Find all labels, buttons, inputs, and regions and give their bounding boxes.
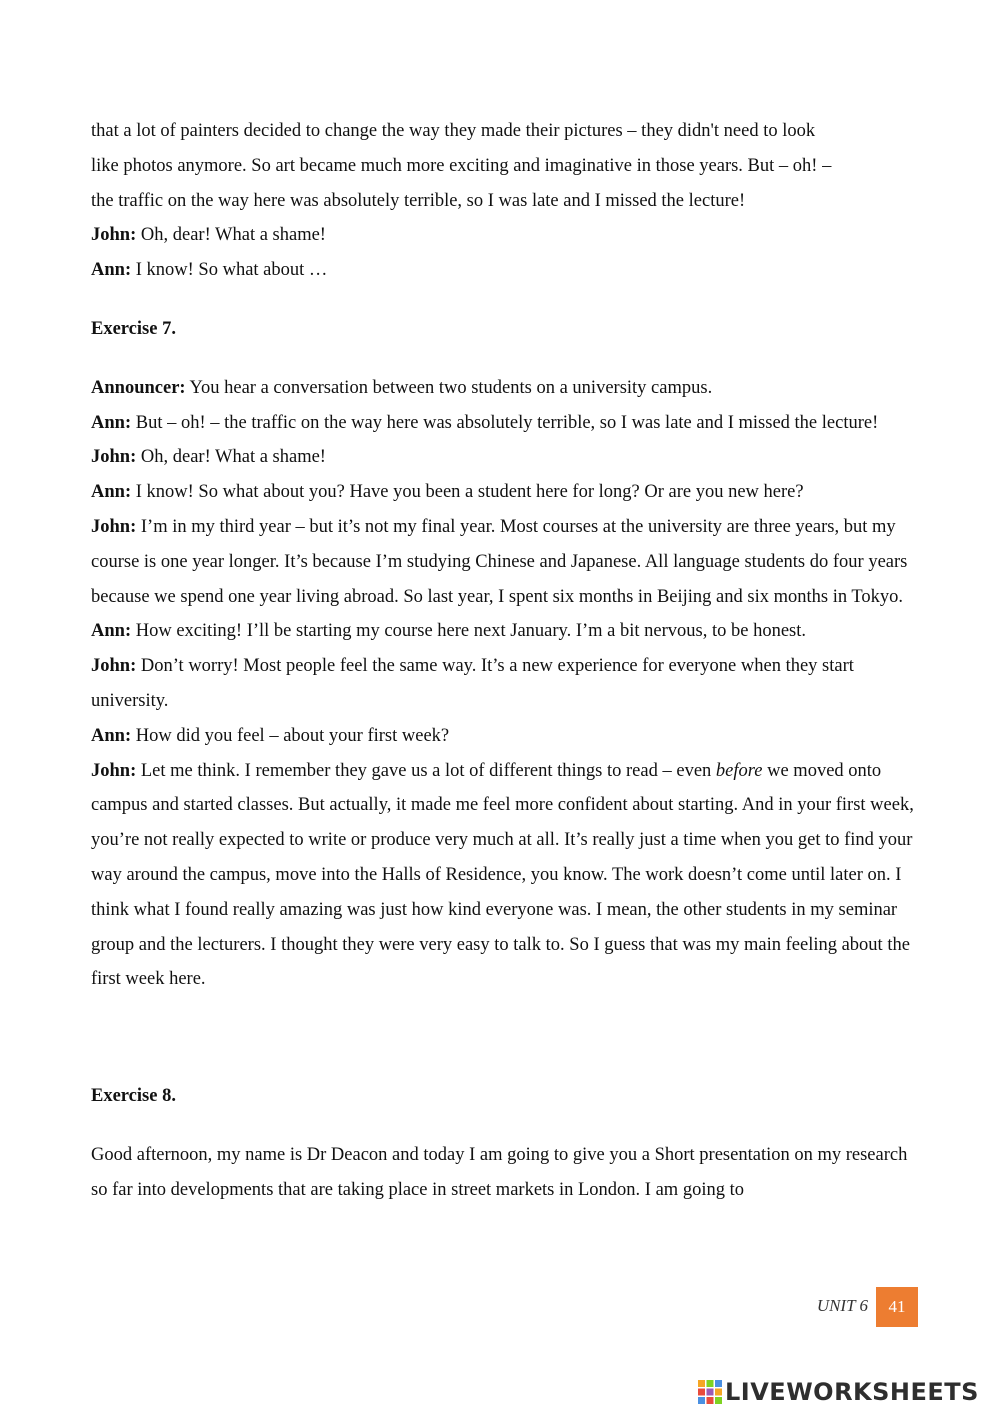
dialogue-line — [91, 440, 921, 475]
dialogue-line — [91, 406, 921, 441]
dialogue-text: But – oh! – the traffic on the way here was absolutely terrible, so I was late and I missed the lecture! — [131, 412, 879, 433]
page-number-badge: 41 — [876, 1287, 918, 1327]
intro-line: that a lot of painters decided to change the way they made their pictures – they didn't need to look — [91, 121, 816, 141]
intro-line: like photos anymore. So art became much more exciting and imaginative in those years. But – oh! – — [91, 155, 832, 176]
liveworksheets-brand[interactable] — [698, 1374, 979, 1410]
dialogue-text: How exciting! I’ll be starting my course here next January. I’m a bit nervous, to be honest. — [131, 621, 806, 642]
emphasis-text: before — [715, 760, 763, 781]
dialogue-line — [91, 614, 921, 649]
speaker-name: Ann: — [91, 725, 132, 746]
speaker-name: John: — [91, 760, 137, 781]
dialogue-text: Oh, dear! What a shame! — [136, 225, 326, 246]
dialogue-line — [91, 649, 921, 719]
liveworksheets-logo-icon — [698, 1380, 722, 1404]
exercise-8-paragraph: Good afternoon, my name is Dr Deacon and today I am going to give you a Short presentation on my research so far into developments that are taking place in street markets in London. I am going to — [91, 1144, 908, 1200]
dialogue-text: Don’t worry! Most people feel the same way. It’s a new experience for everyone when they start university. — [91, 656, 854, 711]
intro-line: the traffic on the way here was absolutely terrible, so I was late and I missed the lecture! — [91, 190, 746, 211]
speaker-name: Ann: — [91, 412, 132, 433]
dialogue-text: You hear a conversation between two students on a university campus. — [185, 377, 713, 398]
dialogue-line — [91, 719, 921, 754]
dialogue-text: Let me think. I remember they gave us a lot of different things to read – even — [136, 760, 716, 781]
dialogue-text: How did you feel – about your first week? — [131, 725, 450, 746]
speaker-name: John: — [91, 447, 137, 468]
speaker-name: Announcer: — [91, 377, 186, 398]
dialogue-line — [91, 754, 921, 998]
dialogue-text: we moved onto campus and started classes. But actually, it made me feel more confident about starting. And in your first week, you’re not really expected to write or produce very much at all. It’s really just a time when you get to find your way around the campus, move into the Halls of Residence, you know. The work doesn’t come until later on. I think what I found really amazing was just how kind everyone was. I mean, the other students in my seminar group and the lecturers. I thought they were very easy to talk to. So I guess that was my main feeling about the first week here. — [91, 760, 914, 990]
dialogue-line — [91, 371, 921, 406]
exercise-8-heading: Exercise 8. — [91, 1086, 176, 1107]
dialogue-text: I know! So what about … — [131, 260, 328, 281]
speaker-name: Ann: — [91, 482, 132, 503]
dialogue-line — [91, 510, 921, 614]
speaker-name: John: — [91, 225, 137, 246]
speaker-name: Ann: — [91, 621, 132, 642]
exercise-7-heading: Exercise 7. — [91, 318, 176, 339]
intro-paragraph — [91, 114, 921, 218]
brand-name: LIVEWORKSHEETS — [725, 1378, 979, 1406]
speaker-name: John: — [91, 516, 137, 537]
dialogue-line — [91, 253, 921, 288]
dialogue-text: Oh, dear! What a shame! — [136, 447, 326, 468]
dialogue-text: I’m in my third year – but it’s not my final year. Most courses at the university are three years, but my course is one year longer. It’s because I’m studying Chinese and Japanese. All language students do four years because we spend one year living abroad. So last year, I spent six months in Beijing and six months in Tokyo. — [91, 516, 908, 607]
dialogue-text: I know! So what about you? Have you been a student here for long? Or are you new here? — [131, 482, 804, 503]
speaker-name: John: — [91, 656, 137, 677]
speaker-name: Ann: — [91, 260, 132, 281]
unit-label: UNIT 6 — [816, 1296, 868, 1315]
dialogue-line — [91, 218, 921, 253]
document-content — [91, 114, 921, 1208]
dialogue-line — [91, 475, 921, 510]
